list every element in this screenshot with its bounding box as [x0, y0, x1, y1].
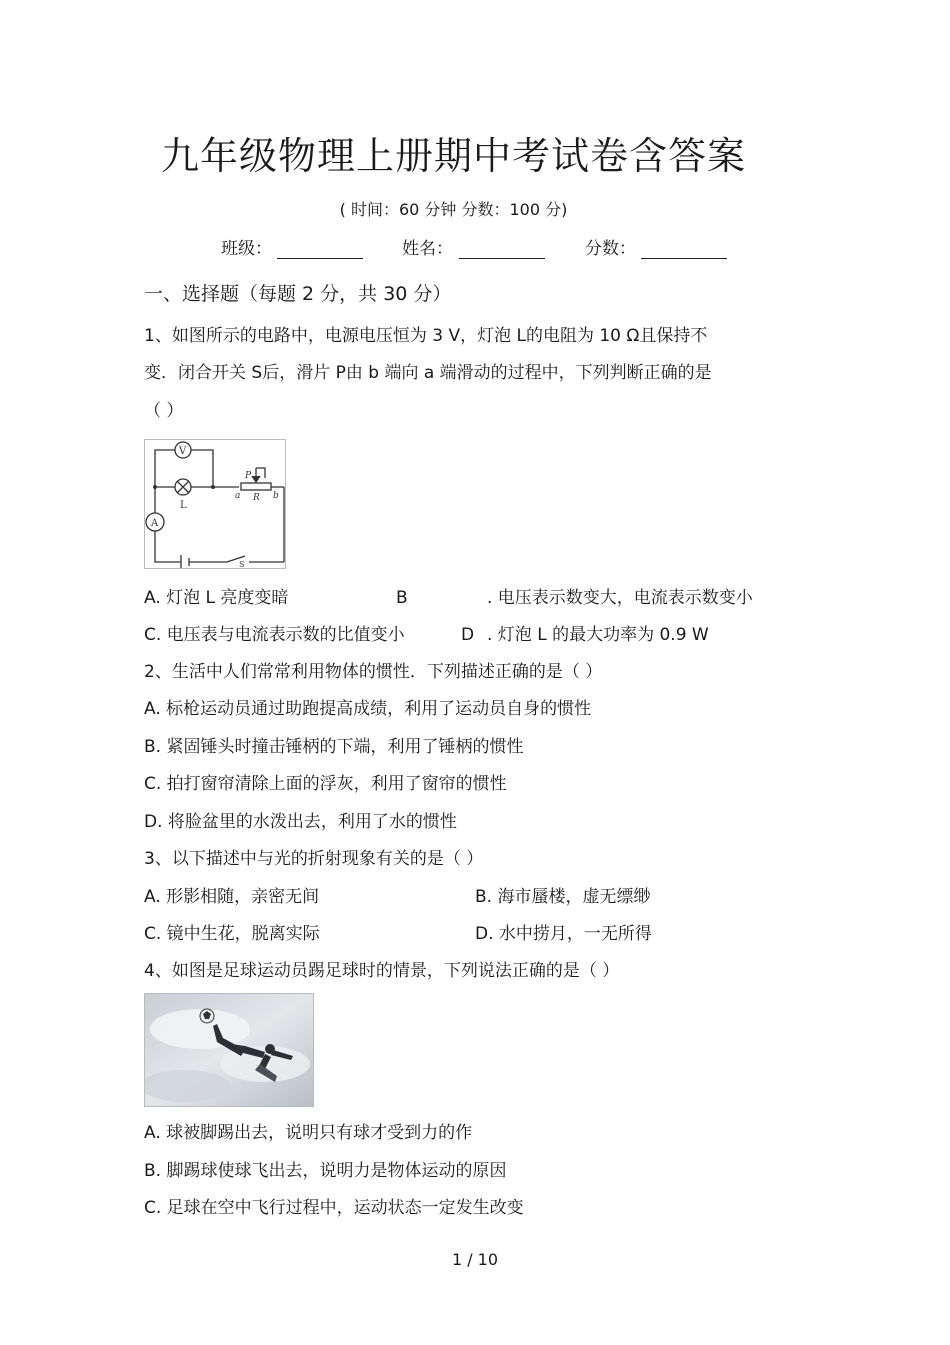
- voltmeter-label: V: [179, 446, 187, 457]
- end-a-label: a: [235, 491, 241, 501]
- ammeter-label: A: [151, 518, 159, 529]
- q3-option-c[interactable]: C. 镜中生花，脱离实际: [144, 924, 320, 944]
- q2-option-d[interactable]: D. 将脸盆里的水泼出去，利用了水的惯性: [144, 812, 457, 832]
- switch-label: S: [239, 560, 245, 568]
- section-heading: 一、选择题（每题 2 分，共 30 分）: [144, 283, 452, 305]
- exam-subtitle: ( 时间：60 分钟 分数：100 分): [339, 200, 568, 219]
- page-number: 1 / 10: [451, 1250, 499, 1269]
- q2-stem: 2、生活中人们常常利用物体的惯性．下列描述正确的是（ ）: [144, 662, 603, 682]
- q4-option-b[interactable]: B. 脚踢球使球飞出去，说明力是物体运动的原因: [144, 1161, 507, 1181]
- q3-option-b[interactable]: B. 海市蜃楼，虚无缥缈: [475, 887, 651, 907]
- q3-option-d[interactable]: D. 水中捞月，一无所得: [475, 924, 652, 944]
- q1-option-d-letter[interactable]: D: [461, 625, 475, 645]
- q2-option-b[interactable]: B. 紧固锤头时撞击锤柄的下端，利用了锤柄的惯性: [144, 737, 524, 757]
- q1-answer-bracket: （ ）: [144, 401, 184, 421]
- lamp-label: L: [180, 500, 187, 511]
- q3-option-a[interactable]: A. 形影相随，亲密无间: [144, 887, 320, 907]
- exam-title: 九年级物理上册期中考试卷含答案: [160, 134, 746, 178]
- score-blank[interactable]: [641, 258, 727, 259]
- score-label: 分数：: [585, 239, 636, 259]
- class-blank[interactable]: [277, 258, 363, 259]
- soccer-photo: [144, 993, 314, 1107]
- q1-option-d[interactable]: . 灯泡 L 的最大功率为 0.9 W: [487, 625, 709, 645]
- q3-stem: 3、以下描述中与光的折射现象有关的是（ ）: [144, 849, 484, 869]
- resistor-label: R: [253, 493, 260, 503]
- q1-option-b-letter[interactable]: B: [396, 588, 408, 608]
- end-b-label: b: [273, 491, 279, 501]
- q4-option-a[interactable]: A. 球被脚踢出去，说明只有球才受到力的作: [144, 1123, 473, 1143]
- q4-option-c[interactable]: C. 足球在空中飞行过程中，运动状态一定发生改变: [144, 1198, 524, 1218]
- slider-label: P: [245, 471, 252, 481]
- circuit-diagram: [144, 439, 286, 569]
- q1-stem-line-2: 变．闭合开关 S后，滑片 P由 b 端向 a 端滑动的过程中，下列判断正确的是: [144, 363, 712, 383]
- circuit-svg: [145, 440, 285, 568]
- q1-option-a[interactable]: A. 灯泡 L 亮度变暗: [144, 588, 289, 608]
- name-blank[interactable]: [459, 258, 545, 259]
- q1-option-b[interactable]: . 电压表示数变大，电流表示数变小: [487, 588, 753, 608]
- class-label: 班级：: [221, 239, 272, 259]
- soccer-photo-svg: [145, 994, 313, 1106]
- q1-stem-line-1: 1、如图所示的电路中，电源电压恒为 3 V，灯泡 L的电阻为 10 Ω且保持不: [144, 326, 708, 346]
- q4-stem: 4、如图是足球运动员踢足球时的情景，下列说法正确的是（ ）: [144, 961, 620, 981]
- q1-option-c[interactable]: C. 电压表与电流表示数的比值变小: [144, 625, 405, 645]
- name-label: 姓名：: [402, 239, 453, 259]
- q2-option-a[interactable]: A. 标枪运动员通过助跑提高成绩，利用了运动员自身的惯性: [144, 699, 592, 719]
- q2-option-c[interactable]: C. 拍打窗帘清除上面的浮灰，利用了窗帘的惯性: [144, 774, 507, 794]
